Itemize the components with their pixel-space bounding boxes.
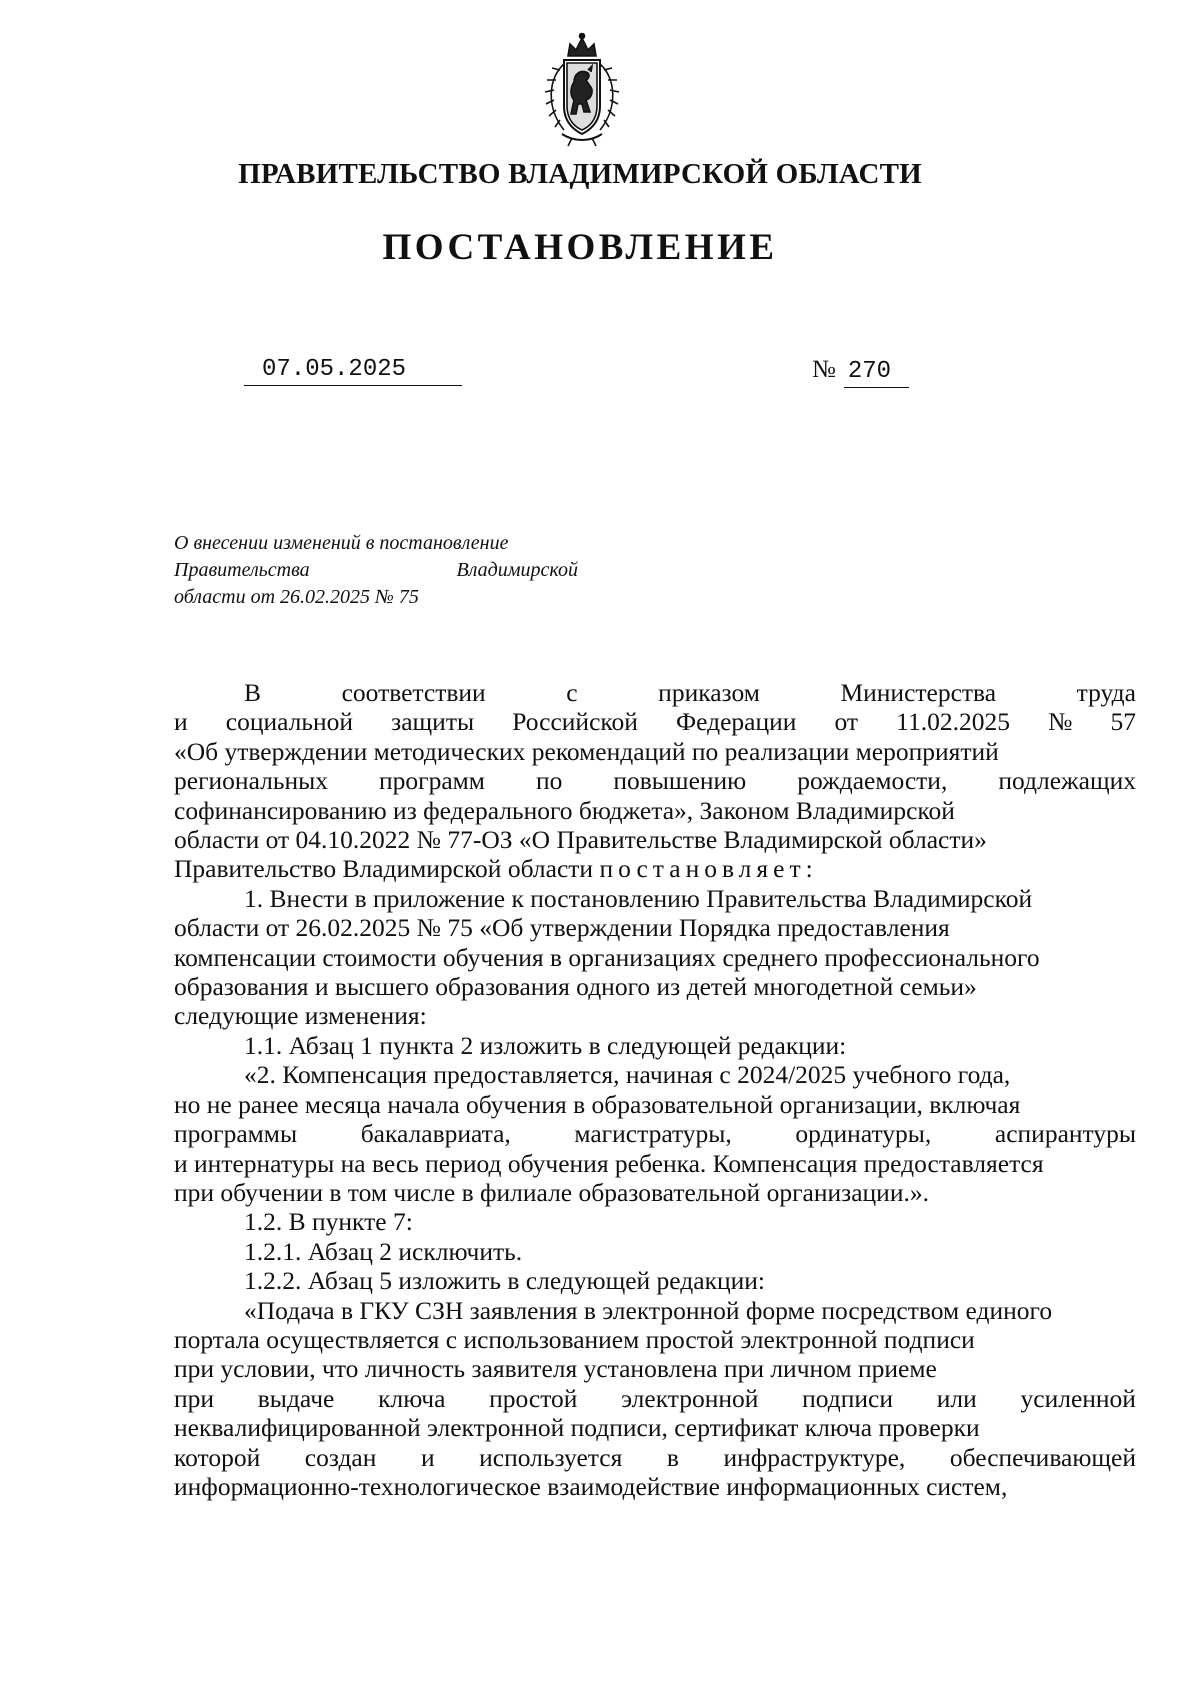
body-line: 1.2.1. Абзац 2 исключить. xyxy=(244,1236,523,1266)
body-word: труда xyxy=(1076,678,1136,707)
body-word: при xyxy=(174,1383,215,1413)
spaced-verb: постановляет: xyxy=(599,854,818,884)
subject-line xyxy=(174,557,578,584)
body-line: информационно-технологическое взаимодействие информационных систем, xyxy=(174,1471,1008,1501)
body-word: программ xyxy=(379,766,485,796)
document-subject xyxy=(174,530,578,611)
body-line: области от 26.02.2025 № 75 «Об утверждении Порядка предоставления xyxy=(174,913,950,943)
body-word: программы xyxy=(174,1119,298,1149)
body-word: создан xyxy=(304,1442,377,1472)
body-line: 1.2. В пункте 7: xyxy=(244,1207,413,1237)
body-word: приказом xyxy=(658,678,760,707)
body-word: Российской xyxy=(512,707,638,737)
body-word: 11.02.2025 xyxy=(896,707,1010,737)
subject-line: О внесении изменений в постановление xyxy=(174,532,509,554)
body-line: 1.2.2. Абзац 5 изложить в следующей редакции: xyxy=(244,1266,765,1296)
body-word: бакалавриата, xyxy=(360,1119,511,1149)
body-line: области от 04.10.2022 № 77-ОЗ «О Правительстве Владимирской области» xyxy=(174,825,987,855)
organization-title: ПРАВИТЕЛЬСТВО ВЛАДИМИРСКОЙ ОБЛАСТИ xyxy=(238,158,922,190)
body-word: выдаче xyxy=(257,1383,335,1413)
number-sign: № xyxy=(812,356,836,383)
body-word: ординатуры, xyxy=(795,1119,932,1149)
body-word: магистратуры, xyxy=(574,1119,732,1149)
body-line: «Об утверждении методических рекомендаций по реализации мероприятий xyxy=(174,736,999,766)
body-word: и xyxy=(420,1442,435,1472)
body-word: с xyxy=(566,678,578,707)
body-line: при обучении в том числе в филиале образовательной организации.». xyxy=(174,1177,929,1207)
body-word: В xyxy=(244,678,262,707)
body-line: софинансированию из федерального бюджета», Законом Владимирской xyxy=(174,795,955,825)
body-line: портала осуществляется с использованием простой электронной подписи xyxy=(174,1324,975,1354)
body-word: № xyxy=(1048,707,1073,737)
body-text: Правительство Владимирской области xyxy=(174,854,600,884)
body-line: образования и высшего образования одного из детей многодетной семьи» xyxy=(174,972,977,1002)
body-line: при условии, что личность заявителя установлена при личном приеме xyxy=(174,1354,937,1384)
vladimir-coat-of-arms-icon xyxy=(534,30,630,150)
body-word: электронной xyxy=(621,1383,759,1413)
body-word: простой xyxy=(489,1383,578,1413)
body-word: в xyxy=(666,1442,679,1472)
body-word: аспирантуры xyxy=(994,1119,1136,1149)
body-word: подлежащих xyxy=(998,766,1136,796)
body-line: 1. Внести в приложение к постановлению Правительства Владимирской xyxy=(244,883,1033,913)
body-line: неквалифицированной электронной подписи, сертификат ключа проверки xyxy=(174,1413,980,1443)
body-word: Федерации xyxy=(675,707,797,737)
body-word: ключа xyxy=(378,1383,446,1413)
body-word: по xyxy=(535,766,563,796)
body-word: защиты xyxy=(391,707,475,737)
body-line: и интернатуры на весь период обучения ребенка. Компенсация предоставляется xyxy=(174,1148,1044,1178)
body-line: «2. Компенсация предоставляется, начиная с 2024/2025 учебного года, xyxy=(244,1060,1011,1090)
subject-line: области от 26.02.2025 № 75 xyxy=(174,586,419,608)
body-word: подписи xyxy=(802,1383,894,1413)
justified-line xyxy=(174,1384,1136,1413)
body-word: 57 xyxy=(1110,707,1136,737)
document-type-heading: ПОСТАНОВЛЕНИЕ xyxy=(382,227,778,268)
body-word: региональных xyxy=(174,766,328,796)
body-line: следующие изменения: xyxy=(174,1001,427,1031)
body-line: 1.1. Абзац 1 пункта 2 изложить в следующей редакции: xyxy=(244,1030,847,1060)
document-number-block xyxy=(812,356,909,388)
justified-line xyxy=(174,1119,1136,1148)
body-word: повышению xyxy=(613,766,747,796)
justified-line xyxy=(174,766,1136,795)
justified-line xyxy=(174,707,1136,736)
justified-line xyxy=(174,1443,1136,1472)
body-word: и xyxy=(174,707,188,737)
document-date: 07.05.2025 xyxy=(244,356,462,386)
body-line xyxy=(174,854,1136,883)
body-word: рождаемости, xyxy=(797,766,948,796)
document-body xyxy=(174,678,1136,1501)
body-line: компенсации стоимости обучения в организациях среднего профессионального xyxy=(174,942,1040,972)
body-word: обеспечивающей xyxy=(949,1442,1136,1472)
body-line: «Подача в ГКУ СЗН заявления в электронной форме посредством единого xyxy=(244,1295,1053,1325)
body-word: инфраструктуре, xyxy=(723,1442,906,1472)
document-number: 270 xyxy=(844,358,909,388)
body-word: или xyxy=(936,1383,977,1413)
body-word: от xyxy=(834,707,859,737)
body-line: но не ранее месяца начала обучения в образовательной организации, включая xyxy=(174,1089,1021,1119)
subject-word: Владимирской xyxy=(456,559,578,581)
body-word: которой xyxy=(174,1442,261,1472)
subject-word: Правительства xyxy=(174,559,310,581)
justified-line xyxy=(174,678,1136,707)
body-word: социальной xyxy=(225,707,354,737)
body-word: усиленной xyxy=(1020,1383,1136,1413)
body-word: Министерства xyxy=(840,678,997,707)
body-word: соответствии xyxy=(341,678,486,707)
body-word: используется xyxy=(479,1442,623,1472)
